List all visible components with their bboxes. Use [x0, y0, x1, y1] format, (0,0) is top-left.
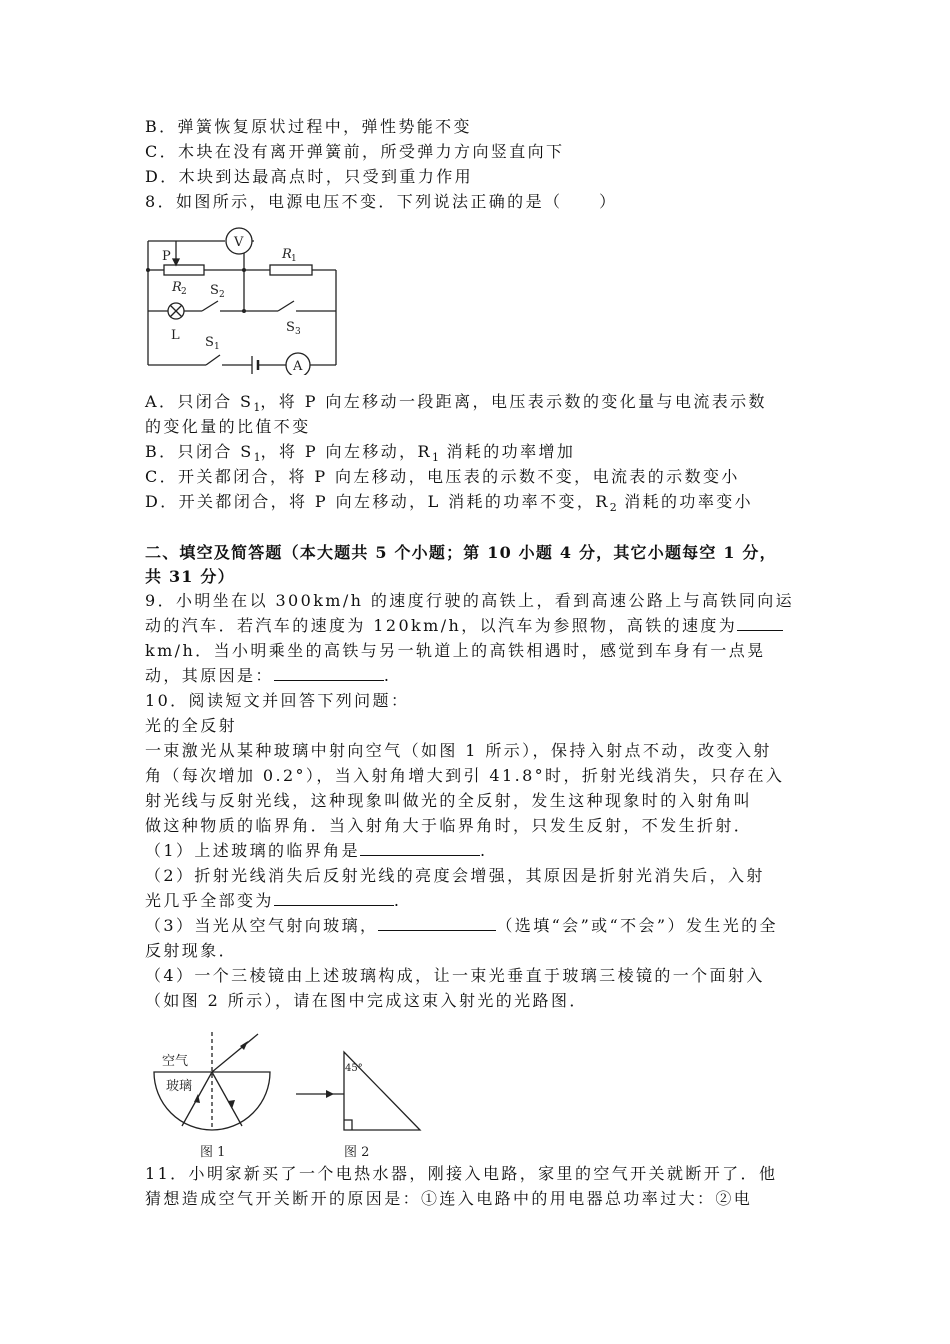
q10-article-title: 光的全反射: [145, 716, 238, 735]
q8-a-text-rest: ，将 P 向左移动一段距离，电压表示数的变化量与电流表示数: [260, 392, 767, 411]
q11-line2: 猜想造成空气开关断开的原因是：①连入电路中的用电器总功率过大：②电: [145, 1189, 753, 1208]
q10-stem: 10．阅读短文并回答下列问题：: [145, 691, 410, 710]
r2-label: R: [172, 280, 182, 295]
q10-sub1-text: （1）上述玻璃的临界角是: [145, 841, 360, 860]
q8-b-text: B．只闭合 S: [145, 442, 254, 461]
q10-sub2-line2: [145, 890, 401, 912]
q10-paragraph-line2: 角（每次增加 0.2°），当入射角增大到引 41.8°时，折射光线消失，只存在入: [145, 766, 785, 785]
fig2-angle-label: 45°: [345, 1063, 363, 1074]
s2-label: S: [210, 283, 219, 298]
q8-option-d: [145, 491, 753, 519]
q9-line3: km/h．当小明乘坐的高铁与另一轨道上的高铁相遇时，感觉到车身有一点晃: [145, 641, 766, 660]
q10-sub3-text-rest: （选填“会”或“不会”）发生光的全: [496, 916, 778, 935]
q8-d-text-rest: 消耗的功率变小: [616, 492, 754, 511]
q8-b-subscript-2: 1: [432, 451, 439, 465]
q10-paragraph-line1: 一束激光从某种玻璃中射向空气（如图 1 所示），保持入射点不动，改变入射: [145, 741, 772, 760]
fig1-glass-label: 玻璃: [166, 1079, 193, 1094]
q8-option-b: [145, 441, 575, 469]
fig1-caption: 图 1: [200, 1145, 226, 1160]
q7-option-d: D．木块到达最高点时，只受到重力作用: [145, 167, 474, 186]
fig2-caption: 图 2: [344, 1145, 370, 1160]
q8-a-text: A．只闭合 S: [145, 392, 254, 411]
slider-label-p: P: [162, 249, 171, 264]
q10-sub2-line1: （2）折射光线消失后反射光线的亮度会增强，其原因是折射光消失后，入射: [145, 866, 765, 885]
q8-option-a-line1: [145, 391, 767, 419]
q10-figure-2: [290, 1048, 430, 1160]
q9-blank-1[interactable]: [737, 615, 783, 631]
r2-subscript: 2: [181, 287, 187, 297]
q8-b-subscript: 1: [253, 451, 261, 465]
fig1-air-label: 空气: [162, 1054, 189, 1069]
ammeter-label: A: [293, 359, 303, 374]
voltmeter-label: V: [234, 235, 244, 250]
q10-blank-3[interactable]: [378, 915, 496, 931]
q8-stem: 8．如图所示，电源电压不变．下列说法正确的是（ ）: [145, 192, 618, 211]
section-2-heading-line2: 共 31 分）: [145, 567, 235, 586]
q10-paragraph-line3: 射光线与反射光线，这种现象叫做光的全反射，发生这种现象时的入射角叫: [145, 791, 753, 810]
q10-sub1: [145, 840, 487, 862]
q8-b-text-rest: 消耗的功率增加: [439, 442, 576, 461]
q8-d-subscript: 2: [609, 501, 617, 515]
q9-line4-period: .: [383, 666, 392, 685]
q10-paragraph-line4: 做这种物质的临界角．当入射角大于临界角时，只发生反射，不发生折射．: [145, 816, 753, 835]
q9-line2: [145, 615, 783, 637]
q10-sub1-period: .: [479, 841, 488, 860]
r1-subscript: 1: [291, 254, 297, 264]
q7-option-c: C．木块在没有离开弹簧前，所受弹力方向竖直向下: [145, 142, 565, 161]
q10-sub4-line1: （4）一个三棱镜由上述玻璃构成，让一束光垂直于玻璃三棱镜的一个面射入: [145, 966, 765, 985]
s2-subscript: 2: [219, 290, 225, 300]
section-2-heading-line1: 二、填空及简答题（本大题共 5 个小题；第 10 小题 4 分，其它小题每空 1 分，: [145, 543, 777, 562]
s1-subscript: 1: [214, 342, 220, 352]
q10-sub3-text: （3）当光从空气射向玻璃，: [145, 916, 379, 935]
q8-circuit-diagram: [140, 225, 350, 375]
q10-sub4-line2: （如图 2 所示），请在图中完成这束入射光的光路图．: [145, 991, 588, 1010]
q8-b-text-mid: ，将 P 向左移动，R: [260, 442, 432, 461]
q7-option-b: B．弹簧恢复原状过程中，弹性势能不变: [145, 117, 472, 136]
q9-line4-text: 动，其原因是：: [145, 666, 274, 685]
q10-blank-2[interactable]: [274, 890, 394, 906]
s3-label: S: [286, 320, 295, 335]
q10-sub3-line1: [145, 915, 778, 937]
q9-line4: [145, 665, 391, 687]
q8-option-a-line2: 的变化量的比值不变: [145, 417, 311, 436]
q10-sub3-line2: 反射现象．: [145, 941, 238, 960]
q8-a-subscript: 1: [253, 401, 261, 415]
q9-line1: 9．小明坐在以 300km/h 的速度行驶的高铁上，看到高速公路上与高铁同向运: [145, 591, 795, 610]
q10-blank-1[interactable]: [360, 840, 480, 856]
q11-line1: 11．小明家新买了一个电热水器，刚接入电路，家里的空气开关就断开了．他: [145, 1164, 778, 1183]
q8-d-text: D．开关都闭合，将 P 向左移动，L 消耗的功率不变，R: [145, 492, 610, 511]
q10-figure-1: [148, 1030, 283, 1160]
lamp-label: L: [171, 328, 180, 343]
q8-option-c: C．开关都闭合，将 P 向左移动，电压表的示数不变，电流表的示数变小: [145, 467, 740, 486]
s3-subscript: 3: [295, 327, 301, 337]
s1-label: S: [205, 335, 214, 350]
r1-label: R: [282, 247, 292, 262]
q9-blank-2[interactable]: [274, 665, 384, 681]
q10-sub2-period: .: [393, 891, 402, 910]
q9-line2-text: 动的汽车．若汽车的速度为 120km/h，以汽车为参照物，高铁的速度为: [145, 616, 738, 635]
q10-sub2-text: 光几乎全部变为: [145, 891, 274, 910]
